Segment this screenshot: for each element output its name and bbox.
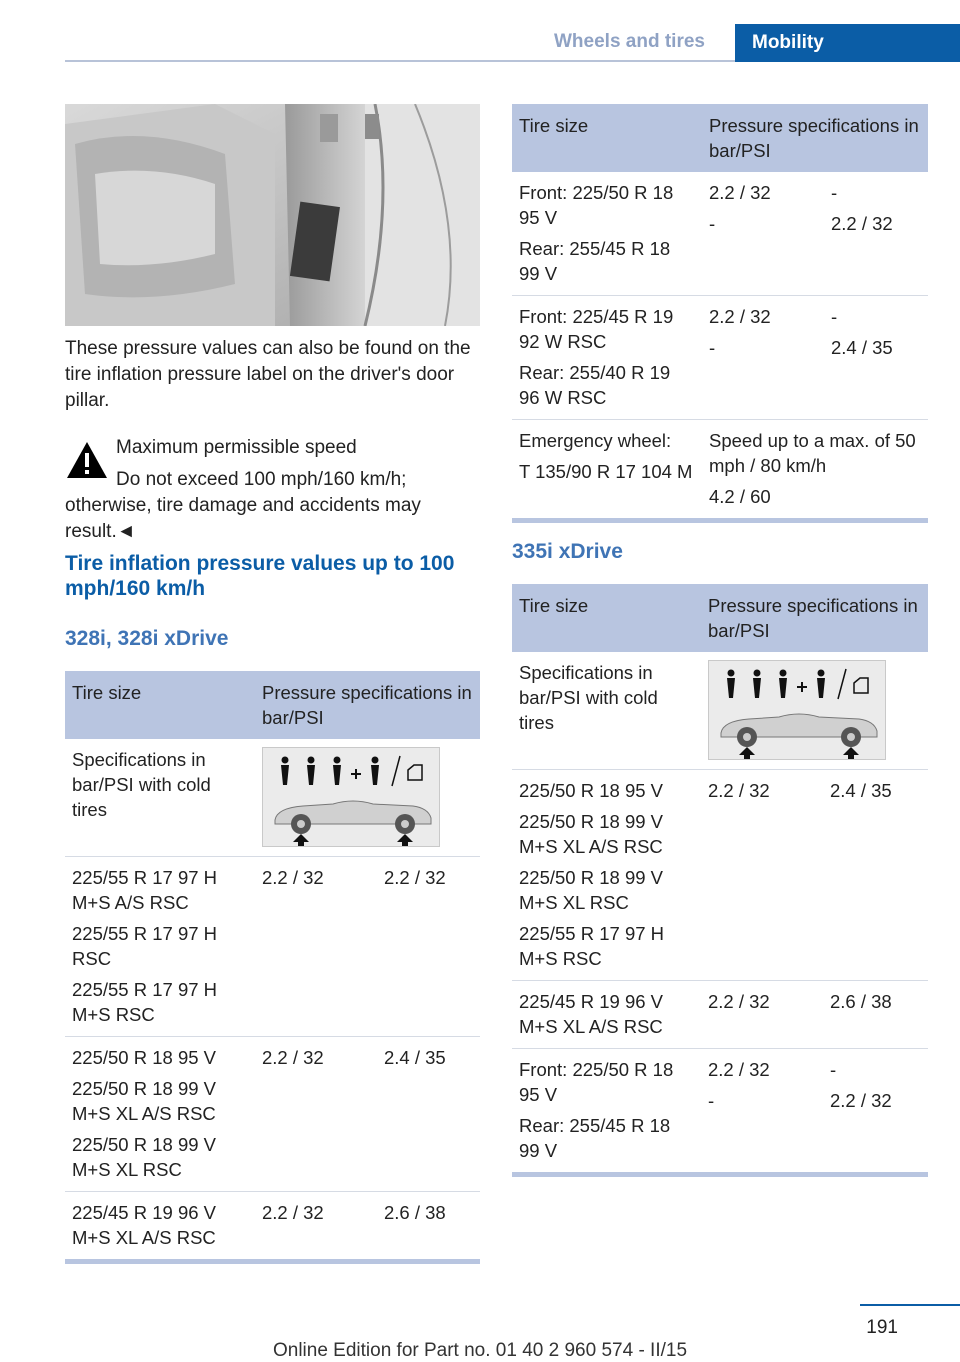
- tire-size: 225/50 R 18 99 V M+S XL A/S RSC: [72, 1078, 216, 1124]
- pressure-value: 2.4 / 35: [384, 1047, 446, 1068]
- col-pressure: Pressure specifications in bar/PSI: [255, 671, 480, 739]
- header-section-title: Wheels and tires: [554, 31, 705, 52]
- pressure-value: 2.6 / 38: [384, 1202, 446, 1223]
- table-row: [65, 739, 480, 857]
- table-row: [512, 770, 928, 981]
- pressure-value: 2.2 / 32: [831, 213, 893, 234]
- pressure-value: 2.2 / 32: [262, 867, 324, 888]
- pressure-table-328i: [65, 671, 480, 1264]
- pressure-value: 4.2 / 60: [709, 486, 771, 507]
- model-heading-328i: 328i, 328i xDrive: [65, 627, 229, 650]
- tire-size: 225/45 R 19 96 V M+S XL A/S RSC: [72, 1202, 216, 1248]
- table-row: [512, 981, 928, 1049]
- occupancy-icon: [708, 660, 886, 760]
- tire-size: 225/50 R 18 99 V M+S XL A/S RSC: [519, 811, 663, 857]
- table-row: [512, 296, 928, 420]
- tire-size: Rear: 255/40 R 19 96 W RSC: [519, 362, 671, 408]
- table-row: [512, 652, 928, 770]
- tire-size: 225/50 R 18 95 V: [519, 780, 663, 801]
- model-heading-335i: 335i xDrive: [512, 540, 623, 563]
- edition-note: Online Edition for Part no. 01 40 2 960 574 - II/15: [272, 1340, 688, 1361]
- pressure-table-335i: [512, 584, 928, 1177]
- pressure-value: 2.2 / 32: [262, 1202, 324, 1223]
- door-pillar-photo: [65, 104, 480, 326]
- intro-paragraph: These pressure values can also be found on the tire inflation pressure label on the driver's door pillar.: [65, 338, 471, 411]
- tire-size: 225/55 R 17 97 H M+S A/S RSC: [72, 867, 218, 913]
- tire-size: Front: 225/50 R 18 95 V: [519, 1059, 674, 1105]
- pressure-value: -: [709, 337, 716, 358]
- warning-text: Do not exceed 100 mph/160 km/h; otherwise, tire damage and accidents may result.◄: [65, 469, 421, 542]
- tire-size: Front: 225/45 R 19 92 W RSC: [519, 306, 674, 352]
- pressure-value: 2.2 / 32: [384, 867, 446, 888]
- pressure-value: -: [831, 306, 838, 327]
- pressure-value: 2.2 / 32: [262, 1047, 324, 1068]
- table-row: [512, 1049, 928, 1175]
- pressure-table-328i-continued: [512, 104, 928, 523]
- col-tire-size: Tire size: [512, 104, 702, 172]
- car-side-icon: [709, 661, 887, 761]
- col-tire-size: Tire size: [512, 584, 701, 652]
- col-pressure: Pressure specifications in bar/PSI: [702, 104, 928, 172]
- tire-size: T 135/90 R 17 104 M: [519, 461, 693, 482]
- spec-label: Specifications in bar/PSI with cold tires: [512, 652, 701, 770]
- pressure-value: -: [708, 1090, 715, 1111]
- tire-size: Rear: 255/45 R 18 99 V: [519, 238, 671, 284]
- pressure-value: -: [709, 213, 716, 234]
- warning-title: Maximum permissible speed: [116, 437, 357, 458]
- tire-size: 225/50 R 18 99 V M+S XL RSC: [519, 867, 663, 913]
- tire-size: Emergency wheel:: [519, 430, 672, 451]
- table-row: [512, 172, 928, 296]
- header-chapter-tab: Mobility: [735, 24, 960, 62]
- pressure-value: -: [830, 1059, 837, 1080]
- door-pillar-illustration: [65, 104, 480, 326]
- tire-size: 225/55 R 17 97 H M+S RSC: [72, 979, 218, 1025]
- table-header-row: [512, 584, 928, 652]
- car-side-icon: [263, 748, 441, 848]
- pressure-value: 2.4 / 35: [830, 780, 892, 801]
- tire-size: 225/50 R 18 95 V: [72, 1047, 216, 1068]
- pressure-value: 2.2 / 32: [708, 991, 770, 1012]
- table-row: [65, 857, 480, 1037]
- tire-size: 225/55 R 17 97 H M+S RSC: [519, 923, 665, 969]
- table-header-row: [512, 104, 928, 172]
- page-number: 191: [866, 1317, 898, 1338]
- tire-size: 225/50 R 18 99 V M+S XL RSC: [72, 1134, 216, 1180]
- pressure-value: 2.2 / 32: [830, 1090, 892, 1111]
- table-row: [65, 1192, 480, 1262]
- speed-limit-note: Speed up to a max. of 50 mph / 80 km/h: [709, 430, 916, 476]
- pressure-value: 2.4 / 35: [831, 337, 893, 358]
- tire-size: Rear: 255/45 R 18 99 V: [519, 1115, 671, 1161]
- footer-rule: [860, 1304, 960, 1306]
- tire-size: Front: 225/50 R 18 95 V: [519, 182, 674, 228]
- table-row: [512, 420, 928, 521]
- pressure-value: 2.2 / 32: [709, 306, 771, 327]
- pressure-value: 2.2 / 32: [708, 780, 770, 801]
- table-row: [65, 1037, 480, 1192]
- pressure-value: 2.2 / 32: [708, 1059, 770, 1080]
- tire-size: 225/55 R 17 97 H RSC: [72, 923, 218, 969]
- pressure-value: 2.2 / 32: [709, 182, 771, 203]
- table-header-row: [65, 671, 480, 739]
- section-heading: Tire inflation pressure values up to 100 mph/160 km/h: [65, 552, 455, 600]
- tire-size: 225/45 R 19 96 V M+S XL A/S RSC: [519, 991, 663, 1037]
- page-header: [65, 0, 960, 62]
- occupancy-icon: [262, 747, 440, 847]
- col-tire-size: Tire size: [65, 671, 255, 739]
- pressure-value: -: [831, 182, 838, 203]
- col-pressure: Pressure specifications in bar/PSI: [701, 584, 928, 652]
- spec-label: Specifications in bar/PSI with cold tires: [65, 739, 255, 857]
- pressure-value: 2.6 / 38: [830, 991, 892, 1012]
